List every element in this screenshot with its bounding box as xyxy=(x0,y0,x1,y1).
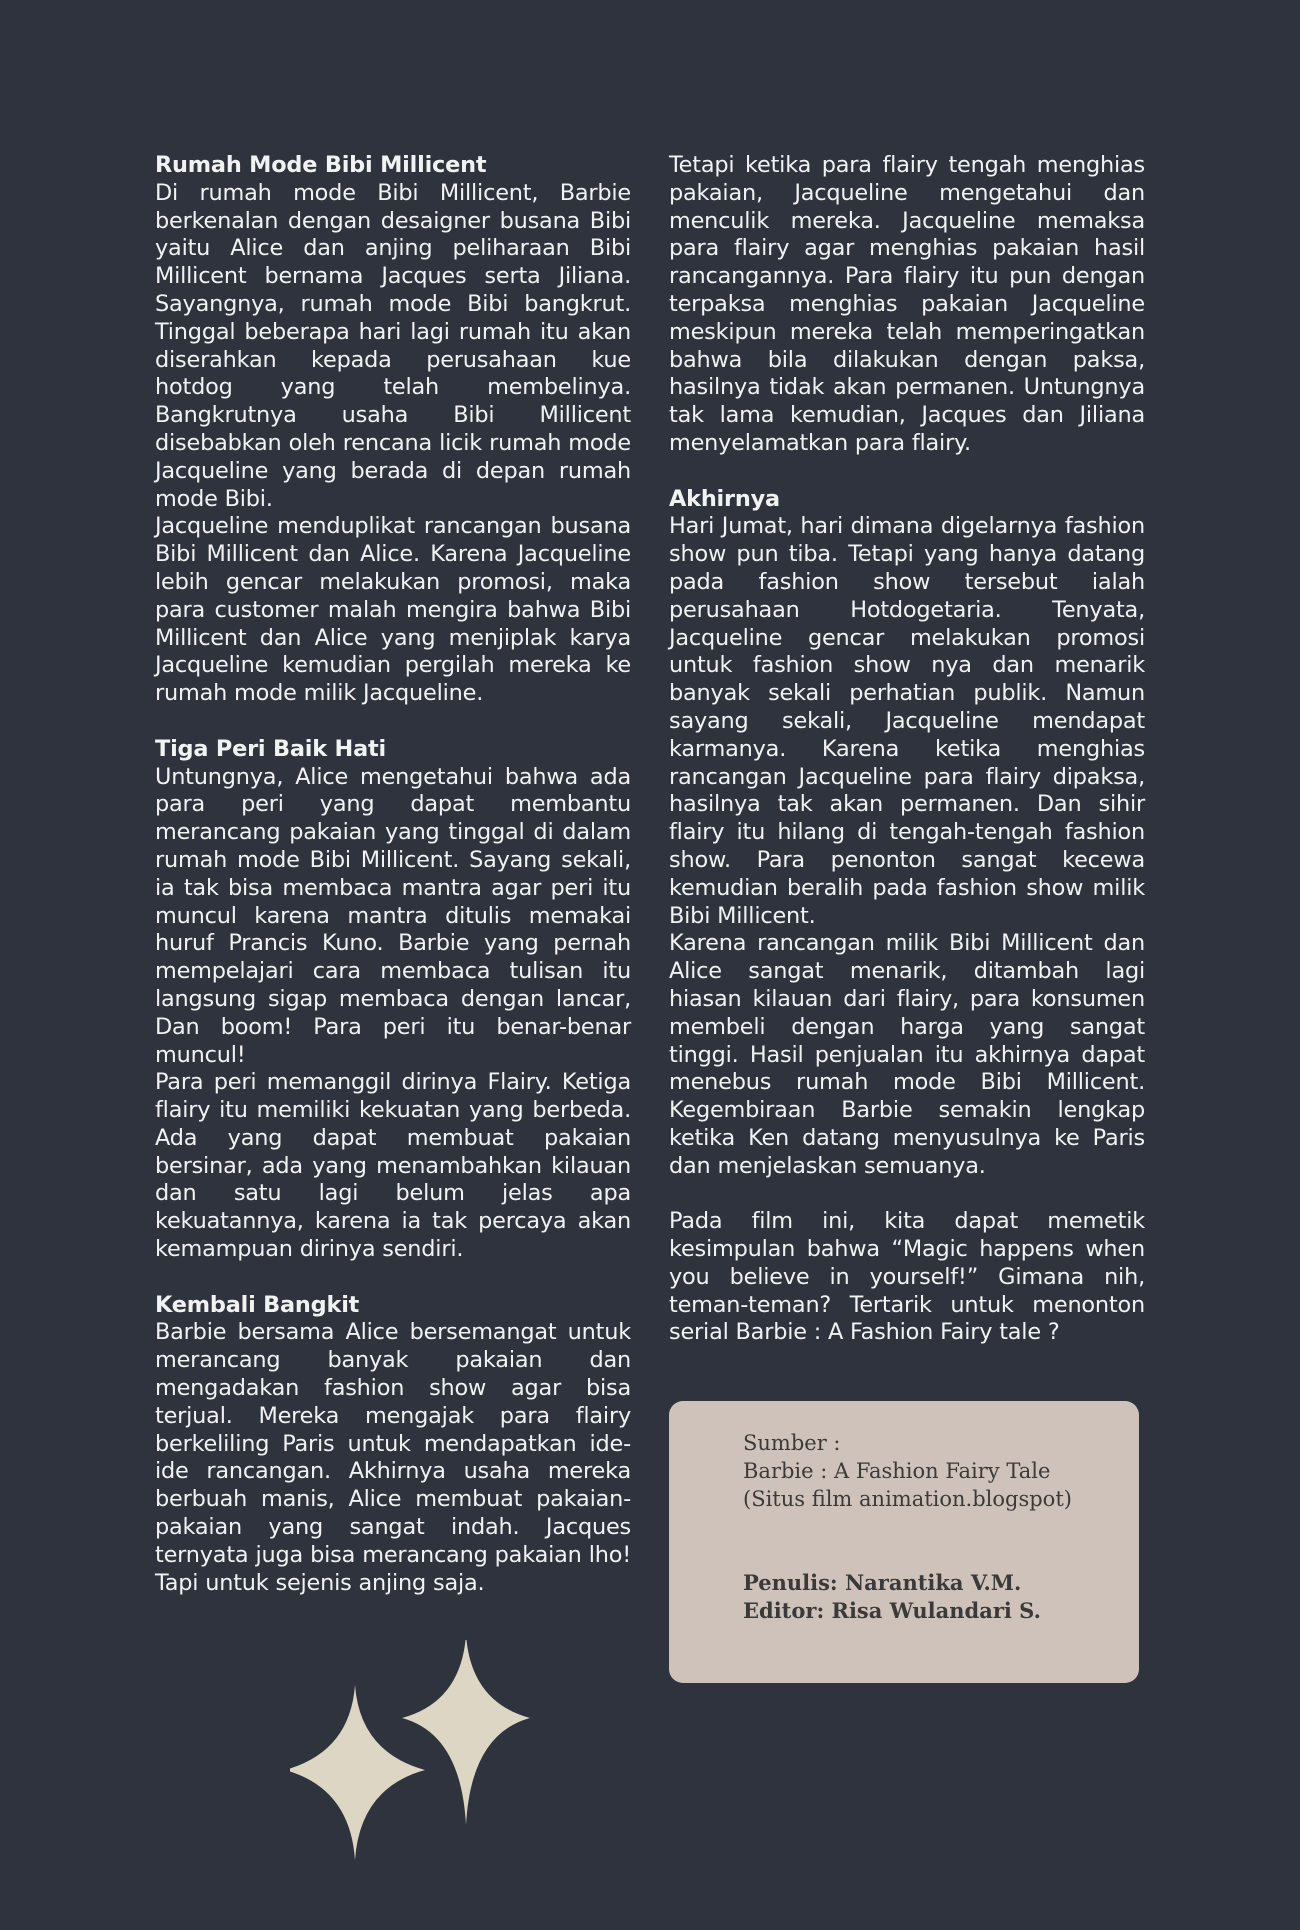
section-heading: Rumah Mode Bibi Millicent xyxy=(155,152,487,178)
source-site: (Situs film animation.blogspot) xyxy=(743,1487,1072,1511)
editor-credit: Editor: Risa Wulandari S. xyxy=(743,1598,1041,1623)
article-left-column xyxy=(155,152,631,1597)
section-paragraph: Untungnya, Alice mengetahui bahwa ada para peri yang dapat membantu merancang pakaian yang tinggal di dalam rumah mode Bibi Millicent. Sayang sekali, ia tak bisa membaca mantra agar peri itu muncul karena mantra ditulis memakai huruf Prancis Kuno. Barbie yang pernah mempelajari cara membaca tulisan itu langsung sigap membaca dengan lancar, Dan boom! Para peri itu benar-benar muncul! xyxy=(155,763,631,1068)
section-paragraph: Jacqueline menduplikat rancangan busana Bibi Millicent dan Alice. Karena Jacqueline lebih gencar melakukan promosi, maka para customer malah mengira bahwa Bibi Millicent dan Alice yang menjiplak karya Jacqueline kemudian pergilah mereka ke rumah mode milik Jacqueline. xyxy=(155,513,631,707)
section-paragraph: Tetapi ketika para flairy tengah menghias pakaian, Jacqueline mengetahui dan menculik mereka. Jacqueline memaksa para flairy agar menghias pakaian hasil rancangannya. Para flairy itu pun dengan terpaksa menghias pakaian Jacqueline meskipun mereka telah memperingatkan bahwa bila dilakukan dengan paksa, hasilnya tidak akan permanen. Untungnya tak lama kemudian, Jacques dan Jiliana menyelamatkan para flairy. xyxy=(669,152,1145,456)
source-title: Barbie : A Fashion Fairy Tale xyxy=(743,1459,1051,1483)
section-paragraph: Karena rancangan milik Bibi Millicent dan Alice sangat menarik, ditambah lagi hiasan kilauan dari flairy, para konsumen membeli dengan harga yang sangat tinggi. Hasil penjualan itu akhirnya dapat menebus rumah mode Bibi Millicent. Kegembiraan Barbie semakin lengkap ketika Ken datang menyusulnya ke Paris dan menjelaskan semuanya. xyxy=(669,930,1145,1179)
source-label: Sumber : xyxy=(743,1431,841,1455)
section-kembali-bangkit xyxy=(155,1292,631,1598)
section-heading: Tiga Peri Baik Hati xyxy=(155,735,386,762)
section-tiga-peri xyxy=(155,736,631,1264)
section-paragraph: Hari Jumat, hari dimana digelarnya fashion show pun tiba. Tetapi yang hanya datang pada fashion show tersebut ialah perusahaan Hotdogetaria. Tenyata, Jacqueline gencar melakukan promosi untuk fashion show nya dan menarik banyak sekali perhatian publik. Namun sayang sekali, Jacqueline mendapat karmanya. Karena ketika menghias rancangan Jacqueline para flairy dipaksa, hasilnya tak akan permanen. Dan sihir flairy itu hilang di tengah-tengah fashion show. Para penonton sangat kecewa kemudian beralih pada fashion show milik Bibi Millicent. xyxy=(669,513,1145,929)
section-conclusion xyxy=(669,1208,1145,1347)
section-rumah-mode xyxy=(155,152,631,708)
source-credits-box xyxy=(669,1401,1139,1683)
section-heading: Akhirnya xyxy=(669,485,780,512)
section-paragraph: Di rumah mode Bibi Millicent, Barbie berkenalan dengan desaigner busana Bibi yaitu Alice dan anjing peliharaan Bibi Millicent bernama Jacques serta Jiliana. Sayangnya, rumah mode Bibi bangkrut. Tinggal beberapa hari lagi rumah itu akan diserahkan kepada perusahaan kue hotdog yang telah membelinya. Bangkrutnya usaha Bibi Millicent disebabkan oleh rencana licik rumah mode Jacqueline yang berada di depan rumah mode Bibi. xyxy=(155,179,631,512)
sparkle-star-small-icon xyxy=(290,1685,425,1860)
section-paragraph: Para peri memanggil dirinya Flairy. Ketiga flairy itu memiliki kekuatan yang berbeda. Ada yang dapat membuat pakaian bersinar, ada yang menambahkan kilauan dan satu lagi belum jelas apa kekuatannya, karena ia tak percaya akan kemampuan dirinya sendiri. xyxy=(155,1069,631,1263)
article-right-column xyxy=(669,152,1145,1347)
sparkle-star-large-icon xyxy=(402,1640,530,1825)
sparkle-stars-icon xyxy=(290,1640,530,1870)
section-continuation xyxy=(669,152,1145,458)
section-paragraph: Pada film ini, kita dapat memetik kesimpulan bahwa “Magic happens when you believe in yourself!” Gimana nih, teman-teman? Tertarik untuk menonton serial Barbie : A Fashion Fairy tale ? xyxy=(669,1208,1145,1346)
section-paragraph: Barbie bersama Alice bersemangat untuk merancang banyak pakaian dan mengadakan fashion show agar bisa terjual. Mereka mengajak para flairy berkeliling Paris untuk mendapatkan ide-ide rancangan. Akhirnya usaha mereka berbuah manis, Alice membuat pakaian-pakaian yang sangat indah. Jacques ternyata juga bisa merancang pakaian lho! Tapi untuk sejenis anjing saja. xyxy=(155,1319,631,1596)
section-akhirnya xyxy=(669,486,1145,1181)
writer-credit: Penulis: Narantika V.M. xyxy=(743,1570,1022,1595)
section-heading: Kembali Bangkit xyxy=(155,1291,360,1318)
